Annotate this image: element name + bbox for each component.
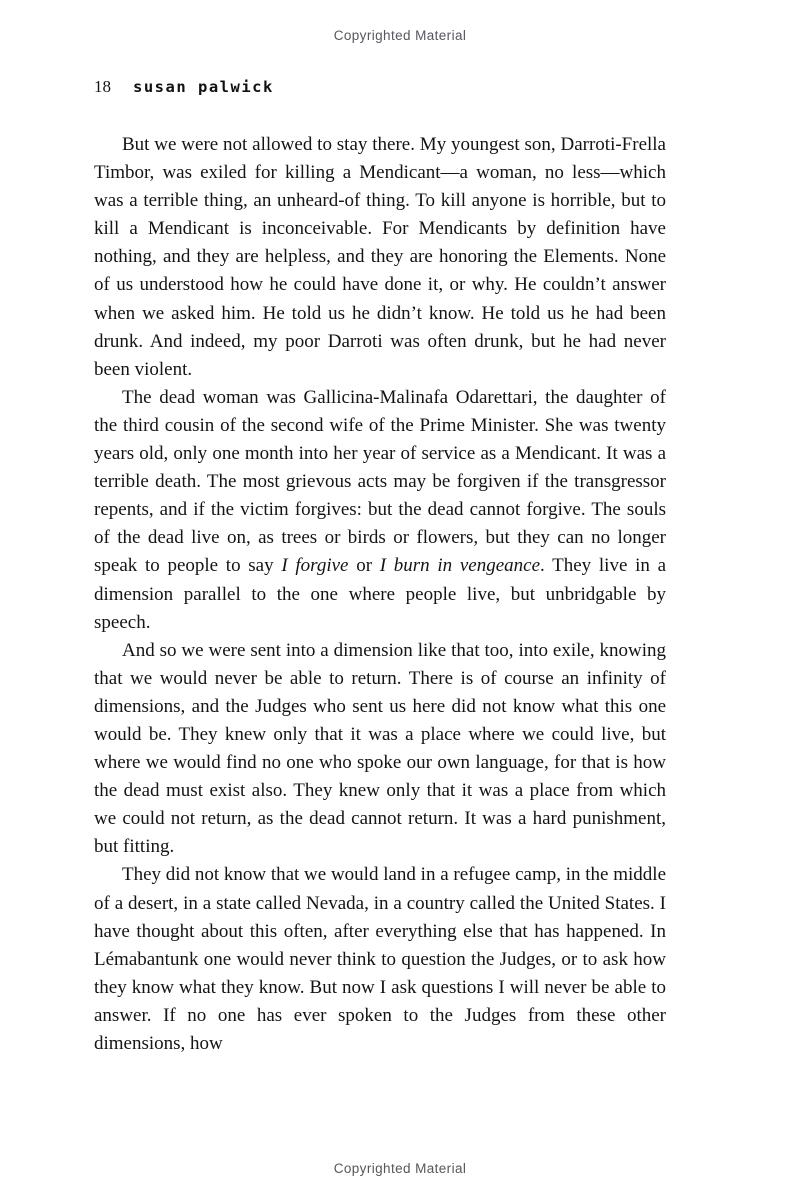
paragraph-2-italic-phrase-2: I burn in vengeance xyxy=(379,555,541,577)
body-text xyxy=(94,131,666,1058)
paragraph-2-text-1: The dead woman was Gallicina-Malinafa Odarettari, the daughter of the third cousin of the second wife of the Prime Minister. She was twenty years old, only one month into her year of service as a Mendicant. It was a terrible death. The most grievous acts may be forgiven if the transgressor repents, and if the victim forgives: but the dead cannot forgive. The souls of the dead live on, as trees or birds or flowers, but they can no longer speak to people to say xyxy=(94,386,666,577)
paragraph-4: They did not know that we would land in a refugee camp, in the middle of a desert, in a state called Nevada, in a country called the United States. I have thought about this often, after everything else that has happened. In Lémabantunk one would never think to question the Judges, or to ask how they know what they know. But now I ask questions I will never be able to answer. If no one has ever spoken to the Judges from these other dimensions, how xyxy=(94,864,666,1054)
paragraph-2-text-2: or xyxy=(348,555,380,577)
paragraph-2-text-3: . They live in a dimension parallel to the one where people live, but unbridgable by speech. xyxy=(94,555,667,633)
copyright-watermark-bottom: Copyrighted Material xyxy=(333,1161,467,1176)
copyright-watermark-top: Copyrighted Material xyxy=(333,28,467,43)
paragraph-2 xyxy=(94,384,666,637)
page-number: 18 xyxy=(94,77,111,96)
paragraph-2-italic-phrase-1: I forgive xyxy=(281,555,349,577)
page-header xyxy=(94,77,274,97)
paragraph-3: And so we were sent into a dimension like that too, into exile, knowing that we would never be able to return. There is of course an infinity of dimensions, and the Judges who sent us here did not know what this one would be. They knew only that it was a place where we could live, but where we would find no one who spoke our own language, for that is how the dead must exist also. They knew only that it was a place from which we could not return, as the dead cannot return. It was a hard punishment, but fitting. xyxy=(94,639,666,858)
paragraph-1: But we were not allowed to stay there. My youngest son, Darroti-Frella Timbor, was exiled for killing a Mendicant—a woman, no less—which was a terrible thing, an unheard-of thing. To kill anyone is horrible, but to kill a Mendicant is inconceivable. For Mendicants by definition have nothing, and they are helpless, and they are honoring the Elements. None of us understood how he could have done it, or why. He couldn’t answer when we asked him. He told us he didn’t know. He told us he had been drunk. And indeed, my poor Darroti was often drunk, but he had never been violent. xyxy=(94,134,666,380)
author-name: susan palwick xyxy=(133,78,274,96)
